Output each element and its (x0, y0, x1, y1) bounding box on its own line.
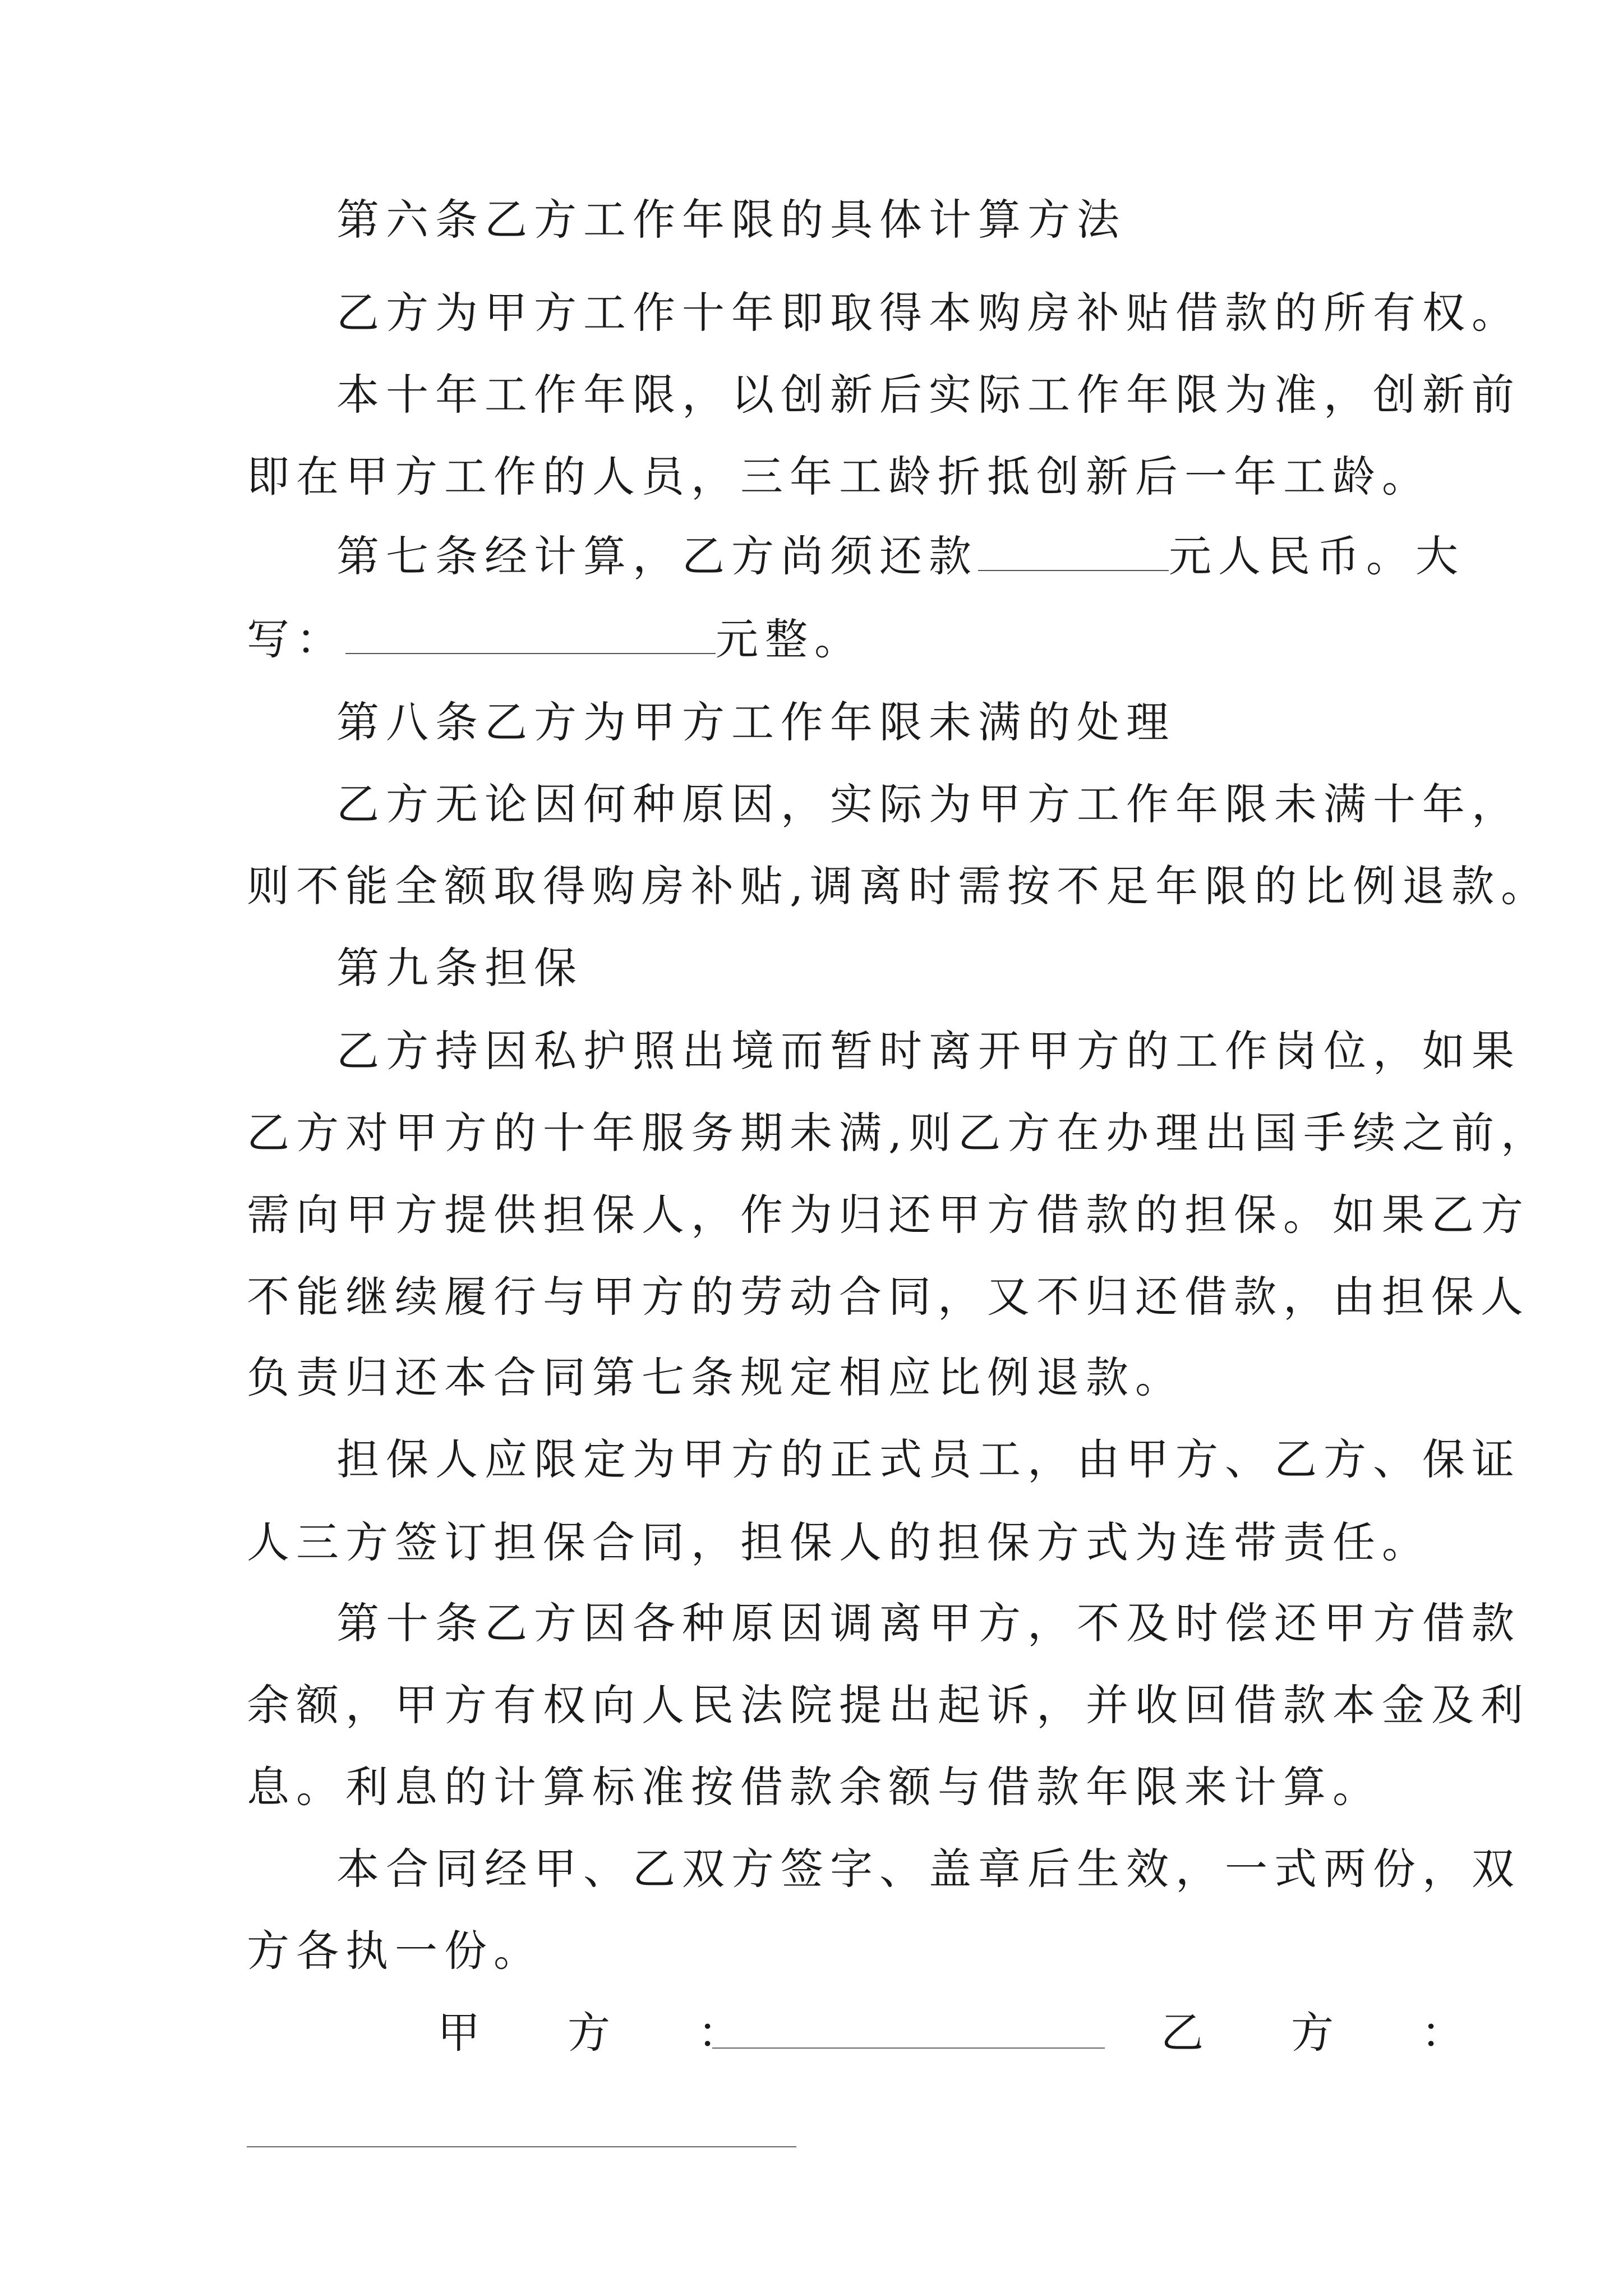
party-b-label: 乙 方 ： (1161, 2008, 1486, 2058)
article-7-text-c: 写： (247, 614, 345, 664)
article-9-para-2-line-1: 担保人应限定为甲方的正式员工，由甲方、乙方、保证 (336, 1434, 1521, 1484)
article-10-line-1: 第十条乙方因各种原因调离甲方，不及时偿还甲方借款 (336, 1598, 1521, 1648)
repayment-amount-blank (978, 532, 1169, 571)
article-8-para-line-1: 乙方无论因何种原因，实际为甲方工作年限未满十年， (336, 779, 1521, 829)
article-7-text-d: 元整。 (716, 614, 864, 664)
closing-para-line-2: 方各执一份。 (247, 1926, 543, 1976)
article-6-para-2-line-1: 本十年工作年限，以创新后实际工作年限为准，创新前 (336, 370, 1521, 420)
party-a-label: 甲 方 ： (437, 2008, 763, 2058)
article-9-para-1-line-1: 乙方持因私护照出境而暂时离开甲方的工作岗位，如果 (336, 1026, 1521, 1076)
party-b-signature-line (247, 2146, 796, 2147)
article-9-para-1-line-3: 需向甲方提供担保人，作为归还甲方借款的担保。如果乙方 (247, 1190, 1530, 1240)
article-6-para-2-line-2: 即在甲方工作的人员，三年工龄折抵创新后一年工龄。 (247, 452, 1431, 501)
article-6-heading: 第六条乙方工作年限的具体计算方法 (336, 195, 1126, 245)
article-9-para-1-line-2: 乙方对甲方的十年服务期未满,则乙方在办理出国手续之前， (247, 1108, 1551, 1158)
article-7-text-b: 元人民币。大 (1169, 531, 1465, 581)
article-7-line-2 (247, 611, 864, 668)
article-9-para-1-line-5: 负责归还本合同第七条规定相应比例退款。 (247, 1352, 1184, 1402)
closing-para-line-1: 本合同经甲、乙双方签字、盖章后生效，一式两份，双 (336, 1844, 1521, 1894)
article-7-text-a: 第七条经计算，乙方尚须还款 (336, 531, 978, 581)
article-8-para-line-2: 则不能全额取得购房补贴,调离时需按不足年限的比例退款。 (247, 861, 1551, 911)
article-8-heading: 第八条乙方为甲方工作年限未满的处理 (336, 697, 1175, 747)
article-10-line-3: 息。利息的计算标准按借款余额与借款年限来计算。 (247, 1762, 1382, 1812)
party-a-signature-line (712, 2047, 1105, 2049)
article-9-heading: 第九条担保 (336, 943, 583, 993)
article-10-line-2: 余额，甲方有权向人民法院提出起诉，并收回借款本金及利 (247, 1680, 1530, 1730)
amount-in-words-blank (345, 615, 716, 654)
article-6-para-1: 乙方为甲方工作十年即取得本购房补贴借款的所有权。 (336, 288, 1521, 338)
article-9-para-1-line-4: 不能继续履行与甲方的劳动合同，又不归还借款，由担保人 (247, 1272, 1530, 1322)
article-9-para-2-line-2: 人三方签订担保合同，担保人的担保方式为连带责任。 (247, 1517, 1431, 1567)
article-7-line-1 (336, 528, 1465, 585)
